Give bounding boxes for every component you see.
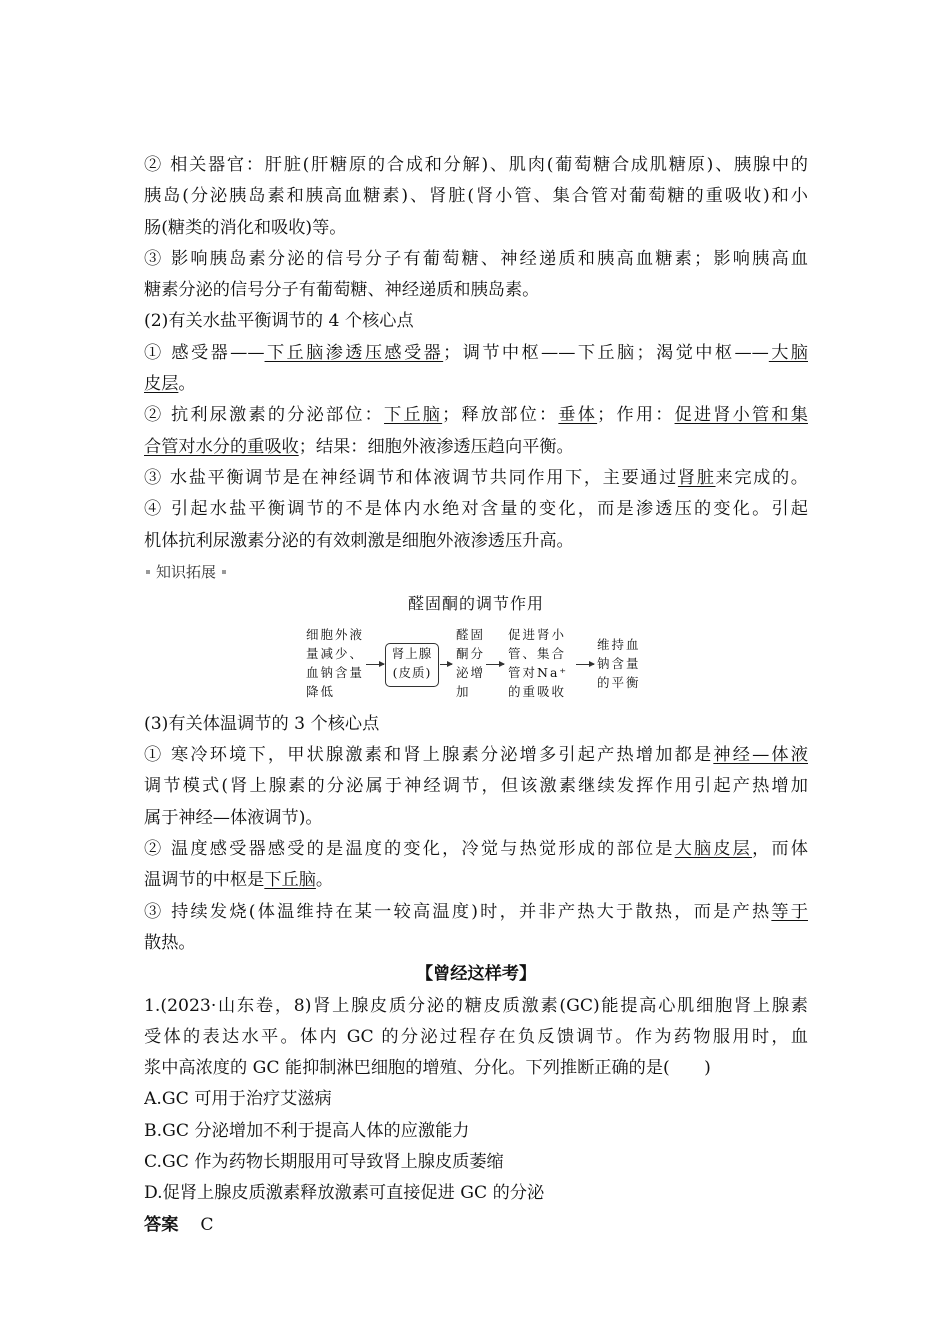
option-d: D.促肾上腺皮质激素释放激素可直接促进 GC 的分泌	[144, 1183, 545, 1204]
text-line: 合管对水分的重吸收；结果：细胞外液渗透压趋向平衡。	[144, 436, 574, 457]
option-b: B.GC 分泌增加不利于提高人体的应激能力	[144, 1120, 470, 1141]
content-column	[144, 150, 808, 1241]
figure-title: 醛固酮的调节作用	[407, 593, 544, 613]
answer-line	[144, 1210, 808, 1241]
answer-blank: 促进肾小管和集	[674, 405, 808, 426]
text-line: 糖素分泌的信号分子有葡萄糖、神经递质和胰岛素。	[144, 280, 540, 301]
answer-blank: 等于	[771, 901, 808, 922]
text-line: 属于神经—体液调节)。	[144, 807, 323, 828]
arrow-icon	[440, 664, 452, 665]
knowledge-tag: 知识拓展	[144, 557, 808, 587]
answer-blank: 垂体	[558, 405, 598, 426]
answer-blank: 合管对水分的重吸收	[144, 436, 299, 457]
diagram-node-aldosterone: 醛固 酮分 泌增 加	[456, 626, 486, 699]
text-line: 皮层。	[144, 374, 196, 395]
text-line: 调节模式(肾上腺素的分泌属于神经调节，但该激素继续发挥作用引起产热增加	[144, 776, 808, 797]
arrow-icon	[366, 664, 384, 665]
answer-label: 答案	[144, 1214, 179, 1235]
text-line: ③ 持续发烧(体温维持在某一较高温度)时，并非产热大于散热，而是产热等于	[144, 901, 808, 922]
answer-blank: 大脑	[768, 342, 808, 363]
arrow-icon	[576, 664, 594, 665]
text-line: ② 抗利尿激素的分泌部位：下丘脑；释放部位：垂体；作用：促进肾小管和集	[144, 405, 808, 426]
text-line: ④ 引起水盐平衡调节的不是体内水绝对含量的变化，而是渗透压的变化。引起	[144, 499, 808, 520]
answer-blank: 肾脏	[677, 467, 716, 488]
text-line: 散热。	[144, 932, 196, 953]
square-icon	[146, 570, 150, 574]
text-line: 温调节的中枢是下丘脑。	[144, 870, 334, 891]
question-line: 浆中高浓度的 GC 能抑制淋巴细胞的增殖、分化。下列推断正确的是( )	[144, 1058, 711, 1079]
diagram-node-balance: 维持血 钠含量 的平衡	[597, 636, 641, 690]
answer-blank: 神经—体液	[713, 745, 808, 766]
aldosterone-diagram	[144, 621, 808, 709]
text-line: 机体抗利尿激素分泌的有效刺激是细胞外液渗透压升高。	[144, 530, 574, 551]
text-line: ③ 影响胰岛素分泌的信号分子有葡萄糖、神经递质和胰高血糖素；影响胰高血	[144, 248, 808, 269]
arrow-icon	[486, 664, 504, 665]
exam-title: 【曾经这样考】	[415, 964, 537, 985]
question-line: 1.(2023·山东卷，8)肾上腺皮质分泌的糖皮质激素(GC)能提高心肌细胞肾上腺素	[144, 995, 808, 1016]
square-icon	[222, 570, 226, 574]
text-line: ① 寒冷环境下，甲状腺激素和肾上腺素分泌增多引起产热增加都是神经—体液	[144, 745, 808, 766]
answer-blank: 下丘脑渗透压感受器	[264, 342, 444, 363]
text-line: 胰岛(分泌胰岛素和胰高血糖素)、肾脏(肾小管、集合管对葡萄糖的重吸收)和小	[144, 186, 808, 207]
answer-value: C	[200, 1214, 214, 1235]
option-a: A.GC 可用于治疗艾滋病	[144, 1089, 332, 1110]
question-line: 受体的表达水平。体内 GC 的分泌过程存在负反馈调节。作为药物服用时，血	[144, 1026, 808, 1047]
section-heading: (2)有关水盐平衡调节的 4 个核心点	[144, 311, 414, 332]
option-c: C.GC 作为药物长期服用可导致肾上腺皮质萎缩	[144, 1152, 504, 1173]
text-line: ① 感受器——下丘脑渗透压感受器；调节中枢——下丘脑；渴觉中枢——大脑	[144, 342, 808, 363]
answer-blank: 下丘脑	[384, 405, 443, 426]
answer-blank: 下丘脑	[264, 870, 316, 891]
answer-blank: 皮层	[144, 374, 179, 395]
text-line: 肠(糖类的消化和吸收)等。	[144, 217, 347, 238]
text-line: ② 温度感受器感受的是温度的变化，冷觉与热觉形成的部位是大脑皮层，而体	[144, 839, 808, 860]
diagram-node-reabsorption: 促进肾小 管、集合 管对Na⁺ 的重吸收	[508, 626, 568, 699]
answer-blank: 大脑皮层	[674, 839, 753, 860]
section-heading: (3)有关体温调节的 3 个核心点	[144, 713, 380, 734]
text-line: ③ 水盐平衡调节是在神经调节和体液调节共同作用下，主要通过肾脏来完成的。	[144, 467, 808, 488]
diagram-node-adrenal: 肾上腺 (皮质)	[385, 643, 439, 687]
diagram-node-stimulus: 细胞外液 量减少、 血钠含量 降低	[306, 626, 365, 699]
text-line: ② 相关器官：肝脏(肝糖原的合成和分解)、肌肉(葡萄糖合成肌糖原)、胰腺中的	[144, 155, 808, 175]
